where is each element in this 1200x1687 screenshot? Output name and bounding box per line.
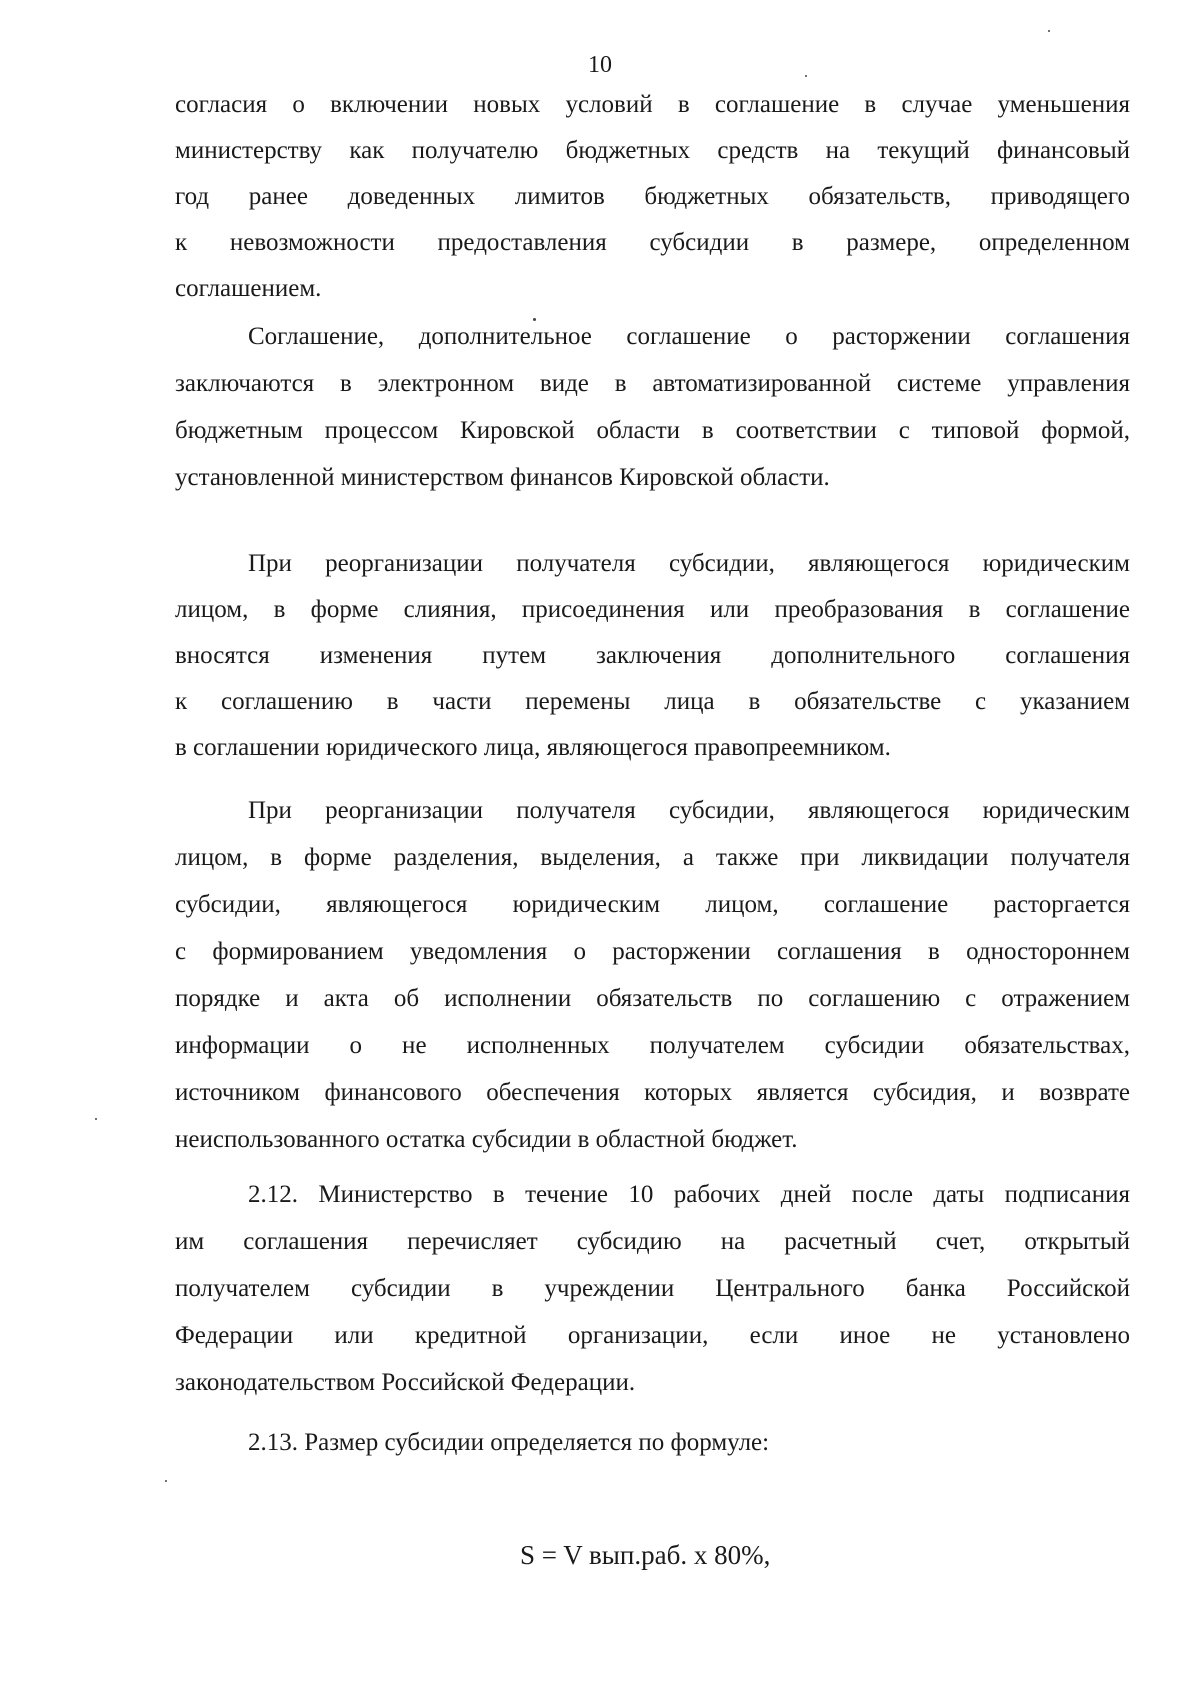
page-number: 10 (588, 52, 612, 78)
p5-line-3: получателем субсидии в учреждении Центрального банка Российской (175, 1275, 1130, 1302)
p5-line-2: им соглашения перечисляет субсидию на расчетный счет, открытый (175, 1228, 1130, 1255)
p3-line-4: к соглашению в части перемены лица в обязательстве с указанием (175, 688, 1130, 715)
p4-line-8: неиспользованного остатка субсидии в областной бюджет. (175, 1126, 798, 1153)
p3-line-1: При реорганизации получателя субсидии, являющегося юридическим (248, 550, 1130, 577)
formula: S = V вып.раб. x 80%, (520, 1540, 771, 1570)
p3-line-3: вносятся изменения путем заключения дополнительного соглашения (175, 642, 1130, 669)
scan-speck (1048, 30, 1050, 32)
p1-line-3: год ранее доведенных лимитов бюджетных обязательств, приводящего (175, 183, 1130, 210)
p6-line-1: 2.13. Размер субсидии определяется по формуле: (248, 1429, 770, 1456)
p2-line-1: Соглашение, дополнительное соглашение о расторжении соглашения (248, 323, 1130, 350)
scan-speck (533, 318, 536, 321)
p4-line-1: При реорганизации получателя субсидии, являющегося юридическим (248, 797, 1130, 824)
p4-line-3: субсидии, являющегося юридическим лицом, соглашение расторгается (175, 891, 1130, 918)
p3-line-2: лицом, в форме слияния, присоединения или преобразования в соглашение (175, 596, 1130, 623)
p4-line-6: информации о не исполненных получателем субсидии обязательствах, (175, 1032, 1130, 1059)
p1-line-2: министерству как получателю бюджетных средств на текущий финансовый (175, 137, 1130, 164)
p5-line-5: законодательством Российской Федерации. (175, 1369, 636, 1396)
p4-line-7: источником финансового обеспечения которых является субсидия, и возврате (175, 1079, 1130, 1106)
scan-speck (165, 1480, 167, 1482)
p4-line-5: порядке и акта об исполнении обязательств по соглашению с отражением (175, 985, 1130, 1012)
p2-line-2: заключаются в электронном виде в автоматизированной системе управления (175, 370, 1130, 397)
scan-speck (805, 75, 807, 77)
p5-line-1: 2.12. Министерство в течение 10 рабочих дней после даты подписания (248, 1181, 1130, 1208)
p1-line-4: к невозможности предоставления субсидии в размере, определенном (175, 229, 1130, 256)
scan-speck (95, 1118, 97, 1120)
p4-line-2: лицом, в форме разделения, выделения, а также при ликвидации получателя (175, 844, 1130, 871)
p1-line-5: соглашением. (175, 275, 322, 302)
p2-line-3: бюджетным процессом Кировской области в соответствии с типовой формой, (175, 417, 1130, 444)
p3-line-5: в соглашении юридического лица, являющегося правопреемником. (175, 734, 891, 761)
p4-line-4: с формированием уведомления о расторжении соглашения в одностороннем (175, 938, 1130, 965)
p5-line-4: Федерации или кредитной организации, если иное не установлено (175, 1322, 1130, 1349)
p1-line-1: согласия о включении новых условий в соглашение в случае уменьшения (175, 91, 1130, 118)
p2-line-4: установленной министерством финансов Кировской области. (175, 464, 830, 491)
